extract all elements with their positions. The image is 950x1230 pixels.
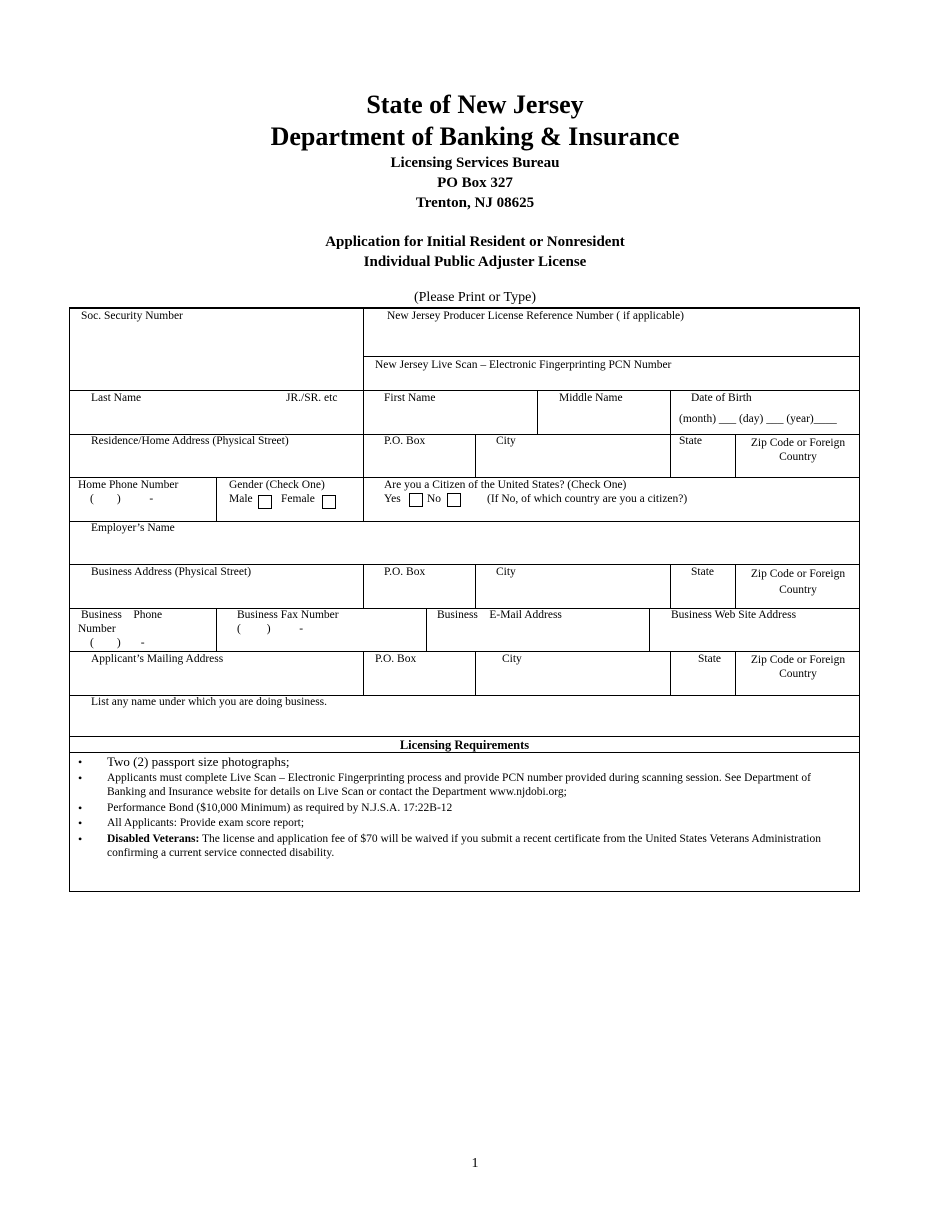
zip-label-line-1: Zip Code or Foreign [750, 437, 846, 449]
producer-license-ref-field[interactable]: New Jersey Producer License Reference Number ( if applicable) [387, 310, 684, 322]
middle-name-field[interactable]: Middle Name [559, 392, 623, 404]
gender-male-checkbox[interactable] [258, 495, 272, 509]
gender-female-label: Female [281, 493, 315, 505]
citizen-yes-label: Yes [384, 493, 401, 505]
residence-po-box-field[interactable]: P.O. Box [384, 435, 426, 447]
business-phone-field[interactable]: Business Phone [81, 609, 163, 621]
citizenship-country-note: (If No, of which country are you a citizen?) [487, 493, 688, 505]
first-name-field[interactable]: First Name [384, 392, 436, 404]
suffix-field[interactable]: JR./SR. etc [286, 392, 338, 404]
zip-label-line-2: Country [779, 451, 817, 463]
zip-label-line-2: Country [779, 668, 817, 680]
licensing-requirements-title: Licensing Requirements [399, 738, 530, 752]
disabled-veterans-label: Disabled Veterans: [107, 832, 200, 845]
print-note: (Please Print or Type) [413, 290, 536, 305]
po-box-address: PO Box 327 [437, 175, 513, 191]
zip-label-line-1: Zip Code or Foreign [750, 654, 846, 666]
list-item: • Applicants must complete Live Scan – Electronic Fingerprinting process and provide PCN number provided during scanning session. See Department of Banking and Insurance website for details on Live Scan or contact the Department www.njdobi.org; [70, 771, 830, 800]
zip-label-line-2: Country [779, 584, 817, 596]
dba-names-field[interactable]: List any name under which you are doing business. [91, 696, 328, 708]
residence-zip-field[interactable] [736, 436, 860, 464]
business-address-field[interactable]: Business Address (Physical Street) [91, 566, 252, 578]
business-fax-field[interactable]: Business Fax Number [237, 609, 339, 621]
citizen-yes-checkbox[interactable] [409, 493, 423, 507]
business-state-field[interactable]: State [691, 566, 714, 578]
residence-state-field[interactable]: State [679, 435, 702, 447]
page-number: 1 [471, 1156, 479, 1171]
business-email-field[interactable]: Business E-Mail Address [437, 609, 562, 621]
business-phone-mask: ( ) - [90, 637, 145, 649]
application-title-line-1: Application for Initial Resident or Nonresident [325, 234, 625, 250]
state-title: State of New Jersey [366, 90, 584, 119]
gender-female-checkbox[interactable] [322, 495, 336, 509]
zip-label-line-1: Zip Code or Foreign [750, 568, 846, 580]
application-title-line-2: Individual Public Adjuster License [363, 254, 587, 270]
employer-name-field[interactable]: Employer’s Name [91, 522, 175, 534]
disabled-veterans-text: The license and application fee of $70 will be waived if you submit a recent certificate from the United States Veterans Administration confirming a current service connected disability. [107, 832, 821, 859]
date-of-birth-format: (month) ___ (day) ___ (year)____ [679, 413, 837, 425]
mailing-city-field[interactable]: City [502, 653, 522, 665]
list-item [70, 832, 830, 861]
business-website-field[interactable]: Business Web Site Address [671, 609, 797, 621]
residence-address-field[interactable]: Residence/Home Address (Physical Street) [91, 435, 289, 447]
home-phone-field[interactable]: Home Phone Number [78, 479, 179, 491]
gender-male-label: Male [229, 493, 253, 505]
mailing-zip-field[interactable] [736, 653, 860, 681]
city-address: Trenton, NJ 08625 [415, 195, 535, 211]
mailing-po-box-field[interactable]: P.O. Box [375, 653, 417, 665]
citizen-no-checkbox[interactable] [447, 493, 461, 507]
citizen-question: Are you a Citizen of the United States? (Check One) [384, 479, 627, 491]
ssn-field[interactable]: Soc. Security Number [81, 310, 183, 322]
business-fax-mask: ( ) - [237, 623, 304, 635]
gender-label: Gender (Check One) [229, 479, 325, 491]
list-item: • All Applicants: Provide exam score report; [70, 816, 830, 831]
list-item: • Performance Bond ($10,000 Minimum) as required by N.J.S.A. 17:22B-12 [70, 801, 830, 816]
department-title: Department of Banking & Insurance [270, 122, 680, 151]
list-item: • Two (2) passport size photographs; [70, 755, 830, 770]
business-city-field[interactable]: City [496, 566, 516, 578]
business-po-box-field[interactable]: P.O. Box [384, 566, 426, 578]
mailing-address-field[interactable]: Applicant’s Mailing Address [91, 653, 224, 665]
date-of-birth-field[interactable]: Date of Birth [691, 392, 752, 404]
residence-city-field[interactable]: City [496, 435, 516, 447]
live-scan-pcn-field[interactable]: New Jersey Live Scan – Electronic Fingerprinting PCN Number [375, 359, 672, 371]
business-zip-field[interactable] [736, 566, 860, 598]
last-name-field[interactable]: Last Name [91, 392, 142, 404]
home-phone-mask: ( ) - [90, 493, 154, 505]
bureau-name: Licensing Services Bureau [390, 155, 560, 171]
citizen-no-label: No [427, 493, 442, 505]
requirements-list [70, 755, 830, 862]
business-phone-label-line-2: Number [78, 623, 116, 635]
mailing-state-field[interactable]: State [698, 653, 721, 665]
